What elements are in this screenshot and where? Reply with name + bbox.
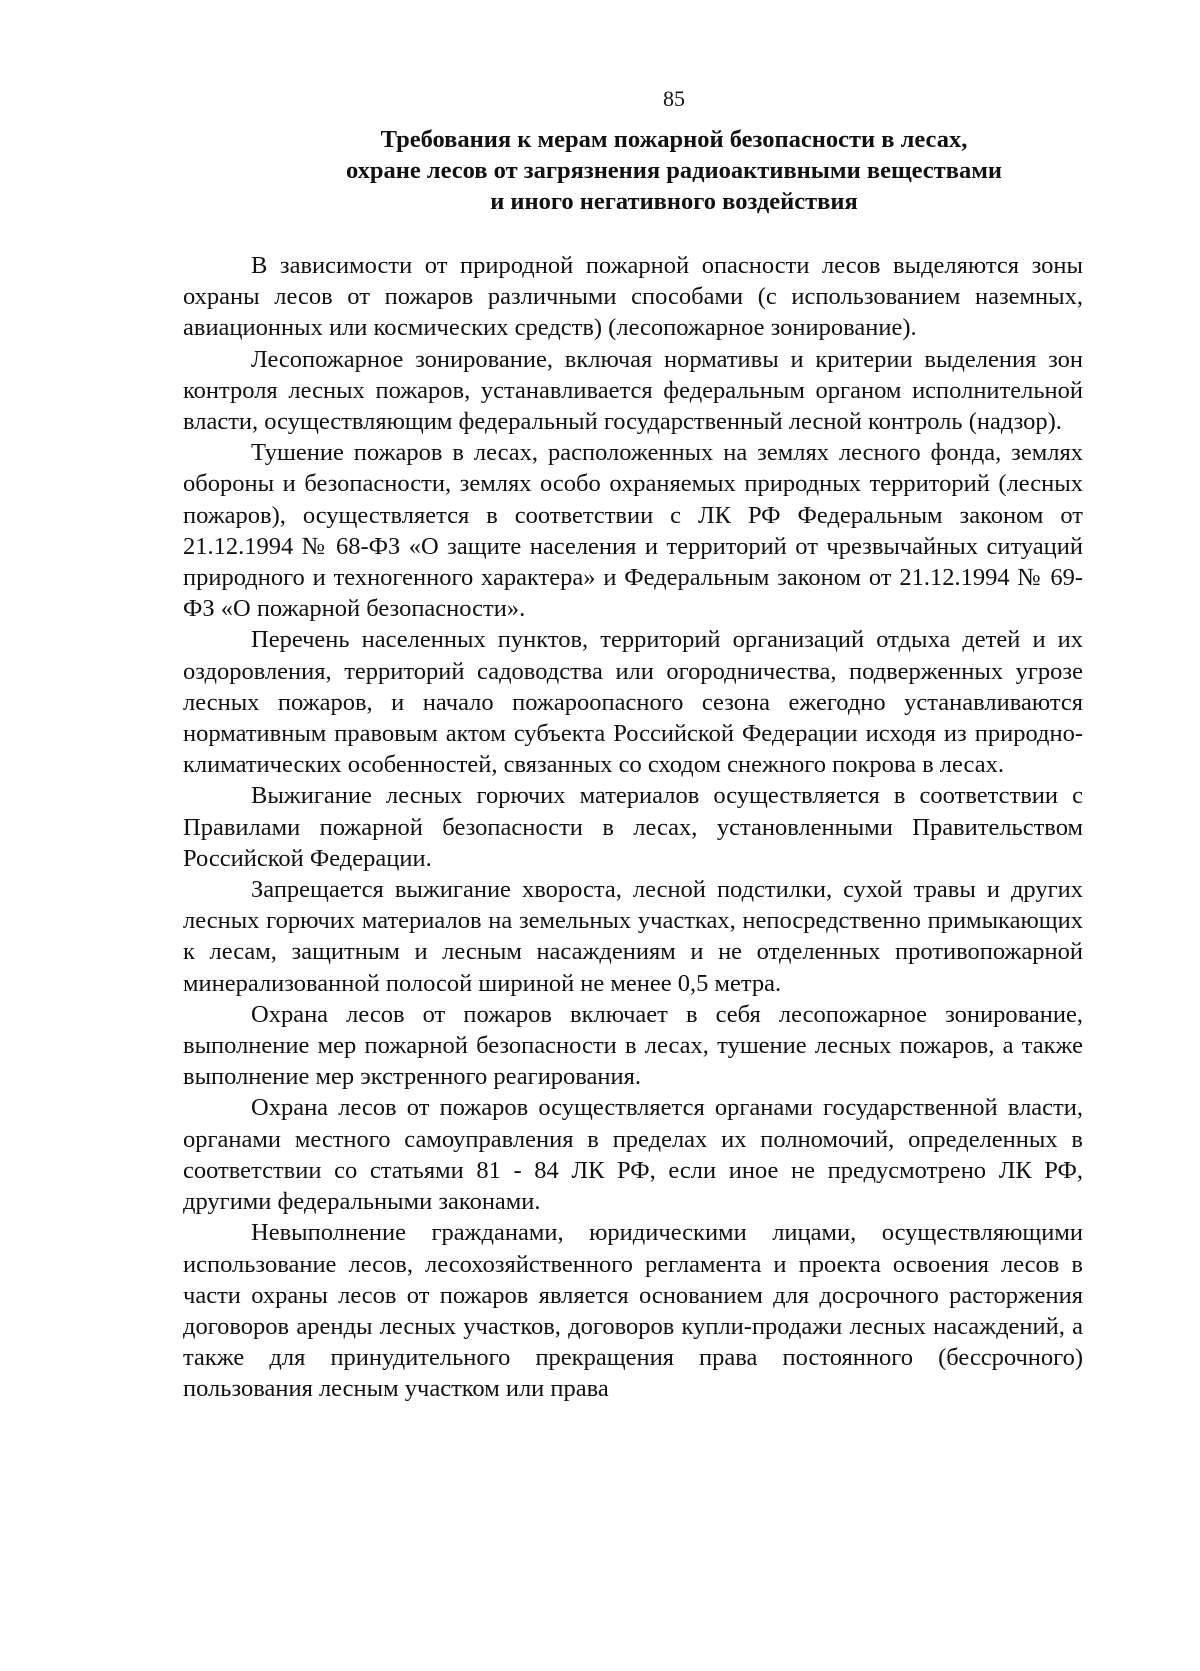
body-text [183, 250, 1083, 1405]
paragraph-zoning-standards: Лесопожарное зонирование, включая нормативы и критерии выделения зон контроля лесных пожаров, устанавливается федеральным органом исполнительной власти, осуществляющим федеральный государственный лесной контроль (надзор). [183, 345, 1083, 436]
paragraph-protection-authorities: Охрана лесов от пожаров осуществляется органами государственной власти, органами местного самоуправления в пределах их полномочий, определенных в соответствии со статьями 81 - 84 ЛК РФ, если иное не предусмотрено ЛК РФ, другими федеральными законами. [183, 1094, 1083, 1216]
page-number: 85 [663, 86, 685, 111]
title-line-2: охране лесов от загрязнения радиоактивными веществами [345, 157, 1003, 184]
paragraph-protection-includes: Охрана лесов от пожаров включает в себя лесопожарное зонирование, выполнение мер пожарной безопасности в лесах, тушение лесных пожаров, а также выполнение мер экстренного реагирования. [183, 1000, 1083, 1091]
section-title [290, 124, 1058, 217]
paragraph-fire-extinguishing: Тушение пожаров в лесах, расположенных на землях лесного фонда, землях обороны и безопасности, землях особо охраняемых природных территорий (лесных пожаров), осуществляется в соответствии с ЛК РФ Федеральным законом от 21.12.1994 № 68-ФЗ «О защите населения и территорий от чрезвычайных ситуаций природного и техногенного характера» и Федеральным законом от 21.12.1994 № 69-ФЗ «О пожарной безопасности». [183, 439, 1083, 623]
paragraph-burning-prohibition: Запрещается выжигание хвороста, лесной подстилки, сухой травы и других лесных горючих материалов на земельных участках, непосредственно примыкающих к лесам, защитным и лесным насаждениям и не отделенных противопожарной минерализованной полосой шириной не менее 0,5 метра. [183, 876, 1083, 997]
paragraph-non-compliance: Невыполнение гражданами, юридическими лицами, осуществляющими использование лесов, лесохозяйственного регламента и проекта освоения лесов в части охраны лесов от пожаров является основанием для досрочного расторжения договоров аренды лесных участков, договоров купли-продажи лесных насаждений, а также для принудительного прекращения права постоянного (бессрочного) пользования лесным участком или права [183, 1219, 1083, 1403]
title-line-3: и иного негативного воздействия [490, 188, 858, 215]
title-line-1: Требования к мерам пожарной безопасности в лесах, [380, 126, 968, 153]
paragraph-burning-materials: Выжигание лесных горючих материалов осуществляется в соответствии с Правилами пожарной безопасности в лесах, установленными Правительством Российской Федерации. [183, 782, 1083, 872]
paragraph-settlements-list: Перечень населенных пунктов, территорий организаций отдыха детей и их оздоровления, территорий садоводства или огородничества, подверженных угрозе лесных пожаров, и начало пожароопасного сезона ежегодно устанавливаются нормативным правовым актом субъекта Российской Федерации исходя из природно-климатических особенностей, связанных со сходом снежного покрова в лесах. [183, 626, 1083, 779]
paragraph-fire-zoning: В зависимости от природной пожарной опасности лесов выделяются зоны охраны лесов от пожаров различными способами (с использованием наземных, авиационных или космических средств) (лесопожарное зонирование). [183, 252, 1083, 342]
